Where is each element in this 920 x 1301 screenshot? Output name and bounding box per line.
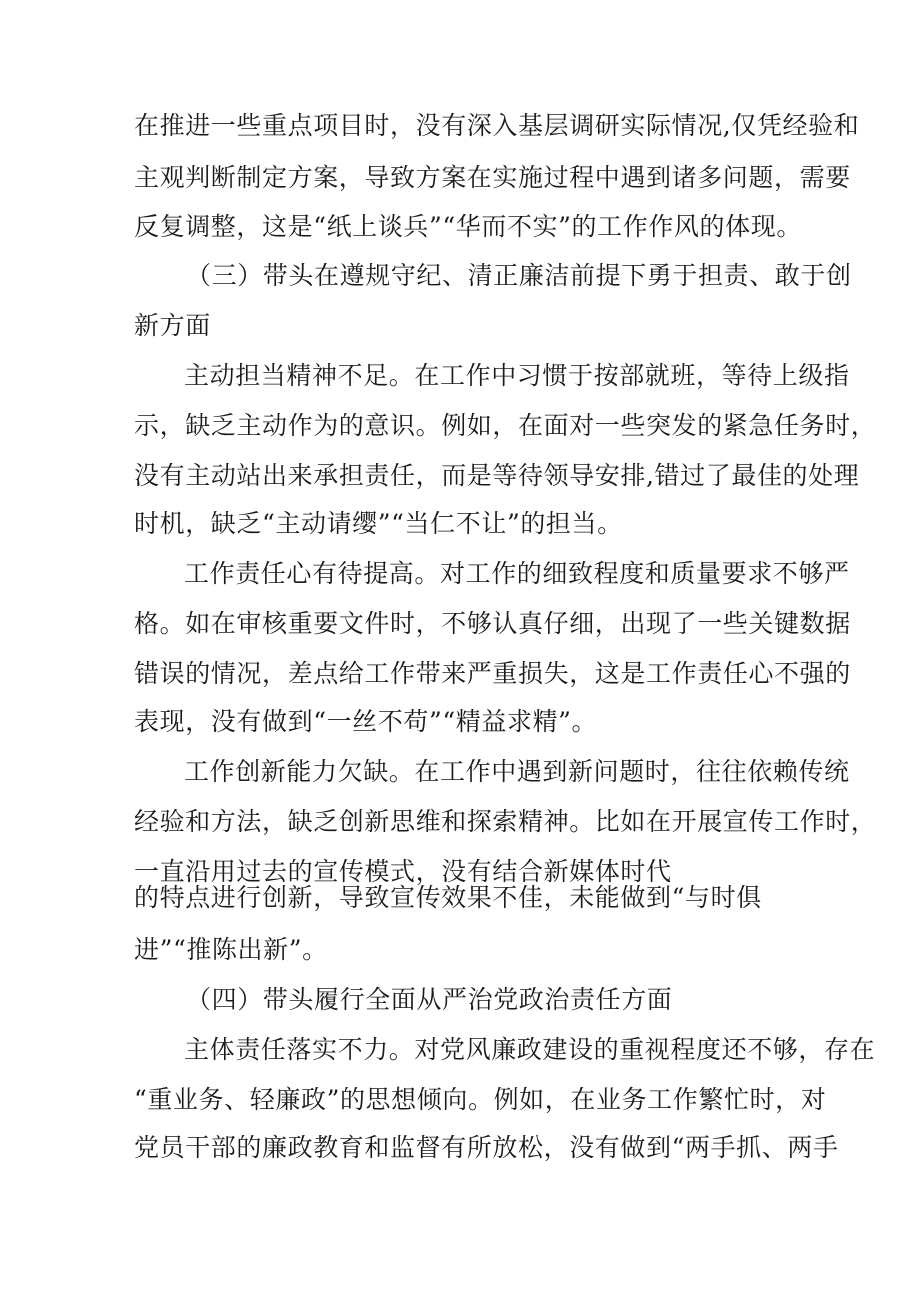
text-line: 党员干部的廉政教育和监督有所放松，没有做到“两手抓、两手	[134, 1133, 839, 1162]
section-heading: （四）带头履行全面从严治党政治责任方面	[186, 985, 673, 1014]
text-line: 的特点进行创新，导致宣传效果不佳，未能做到“与时俱	[134, 883, 762, 912]
text-line: 错误的情况，差点给工作带来严重损失，这是工作责任心不强的	[134, 659, 851, 688]
paragraph-first-line: 主体责任落实不力。对党风廉政建设的重视程度还不够，存在	[184, 1035, 876, 1064]
text-line: 在推进一些重点项目时，没有深入基层调研实际情况,仅凭经验和	[134, 111, 860, 140]
text-line: 示，缺乏主动作为的意识。例如，在面对一些突发的紧急任务时，	[134, 411, 877, 440]
text-line: 一直沿用过去的宣传模式，没有结合新媒体时代	[134, 857, 672, 886]
text-line: 表现，没有做到“一丝不苟”“精益求精”。	[134, 707, 598, 736]
text-line: 格。如在审核重要文件时，不够认真仔细，出现了一些关键数据	[134, 609, 851, 638]
section-heading-continued: 新方面	[134, 311, 211, 340]
text-line: 反复调整，这是“纸上谈兵”“华而不实”的工作作风的体现。	[134, 212, 802, 241]
paragraph-first-line: 主动担当精神不足。在工作中习惯于按部就班，等待上级指	[184, 361, 850, 390]
paragraph-first-line: 工作责任心有待提高。对工作的细致程度和质量要求不够严	[184, 559, 850, 588]
text-line: 经验和方法，缺乏创新思维和探索精神。比如在开展宣传工作时，	[134, 807, 877, 836]
text-line: 没有主动站出来承担责任，而是等待领导安排,错过了最佳的处理	[134, 461, 860, 490]
text-line: 进”“推陈出新”。	[134, 935, 328, 964]
text-line: 主观判断制定方案，导致方案在实施过程中遇到诸多问题，需要	[134, 163, 851, 192]
section-heading: （三）带头在遵规守纪、清正廉洁前提下勇于担责、敢于创	[186, 261, 852, 290]
text-line: 时机，缺乏“主动请缨”“当仁不让”的担当。	[134, 509, 623, 538]
text-line: “重业务、轻廉政”的思想倾向。例如，在业务工作繁忙时，对	[134, 1085, 827, 1114]
paragraph-first-line: 工作创新能力欠缺。在工作中遇到新问题时，往往依赖传统	[184, 757, 850, 786]
